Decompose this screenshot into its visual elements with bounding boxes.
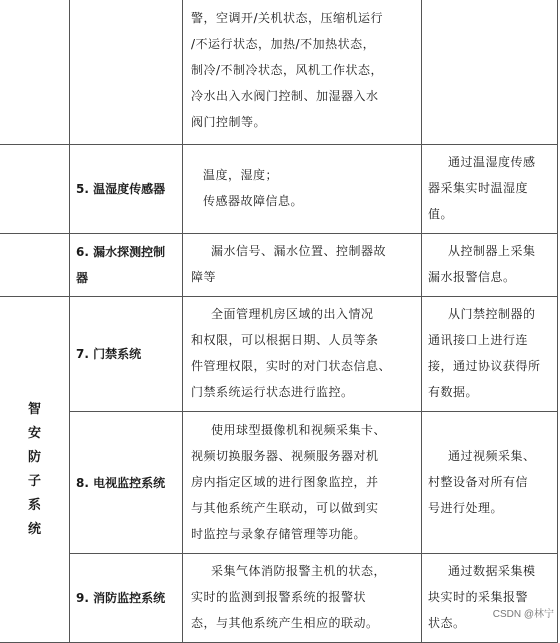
method-cell [422,234,558,297]
item-name: 9. 消防监控系统 [76,591,166,605]
item-name: 5. 温湿度传感器 [76,182,166,196]
table-row [0,145,558,234]
method-line: 状态。 [428,616,466,630]
desc-line: 制冷/不制冷状态，风机工作状态， [191,62,384,77]
desc-line: 障等 [191,270,217,284]
item-name: 6. 漏水探测控制 [76,245,166,259]
description-cell [183,554,422,643]
method-line: 有数据。 [428,385,479,399]
method-cell [422,412,558,554]
description-cell [183,297,422,412]
method-line: 从门禁控制器的 [448,307,536,321]
method-cell [422,297,558,412]
category-cell-empty [0,0,70,145]
method-line: 值。 [428,207,454,221]
desc-line: 实时的监测到报警系统的报警状 [191,590,367,604]
desc-line: 件管理权限，实时的对门状态信息、 [191,359,392,373]
item-name-cell-empty [70,0,183,145]
watermark: CSDN @林宁 [492,609,554,620]
category-cell [0,297,70,643]
method-cell-empty [422,0,558,145]
method-cell [422,554,558,643]
table-row [0,554,558,643]
method-line: 号进行处理。 [428,500,504,515]
method-line: 器采集实时温湿度 [428,181,529,195]
method-cell [422,145,558,234]
table-row [0,412,558,554]
desc-line: 时监控与录象存储管理等功能。 [191,526,367,541]
desc-line: /不运行状态，加热/不加热状态， [191,36,376,51]
item-name-cell [70,297,183,412]
category-label: 智 安 防 子 系 统 [27,401,41,537]
method-line: 通讯接口上进行连 [428,333,529,347]
category-cell-empty [0,234,70,297]
method-line: 通过温湿度传感 [448,155,536,169]
desc-line: 房内指定区域的进行图象监控，并 [191,474,379,489]
method-line: 漏水报警信息。 [428,270,516,284]
method-line: 通过视频采集、 [448,448,536,463]
method-line: 接，通过协议获得所 [428,359,541,373]
description-cell [183,412,422,554]
item-name: 8. 电视监控系统 [76,475,166,490]
method-line: 通过数据采集模 [448,564,536,578]
description-cell [183,234,422,297]
item-name: 器 [76,271,89,285]
table-row [0,297,558,412]
desc-line: 冷水出入水阀门控制、加湿器入水 [191,88,379,103]
method-line: 块实时的采集报警 [428,590,529,604]
desc-line: 漏水信号、漏水位置、控制器故 [211,244,387,258]
desc-line: 采集气体消防报警主机的状态， [211,564,387,578]
desc-line: 警，空调开/关机状态，压缩机运行 [191,10,384,25]
table-row [0,0,558,145]
desc-line: 与其他系统产生联动，可以做到实 [191,500,379,515]
description-cell [183,0,422,145]
desc-line: 和权限，可以根据日期、人员等条 [191,333,379,347]
item-name: 7. 门禁系统 [76,347,142,361]
table-row [0,234,558,297]
desc-line: 传感器故障信息。 [203,194,304,208]
method-line: 村整设备对所有信 [428,474,529,489]
desc-line: 门禁系统运行状态进行监控。 [191,385,354,399]
item-name-cell [70,145,183,234]
desc-line: 视频切换服务器、视频服务器对机 [191,448,379,463]
desc-line: 全面管理机房区域的出入情况 [211,307,374,321]
item-name-cell [70,554,183,643]
method-line: 从控制器上采集 [448,244,536,258]
description-cell [183,145,422,234]
desc-line: 温度，湿度； [203,168,279,182]
desc-line: 阀门控制等。 [191,114,267,129]
category-cell-empty [0,145,70,234]
desc-line: 使用球型摄像机和视频采集卡、 [211,422,387,437]
item-name-cell [70,234,183,297]
desc-line: 态，与其他系统产生相应的联动。 [191,616,379,630]
item-name-cell [70,412,183,554]
